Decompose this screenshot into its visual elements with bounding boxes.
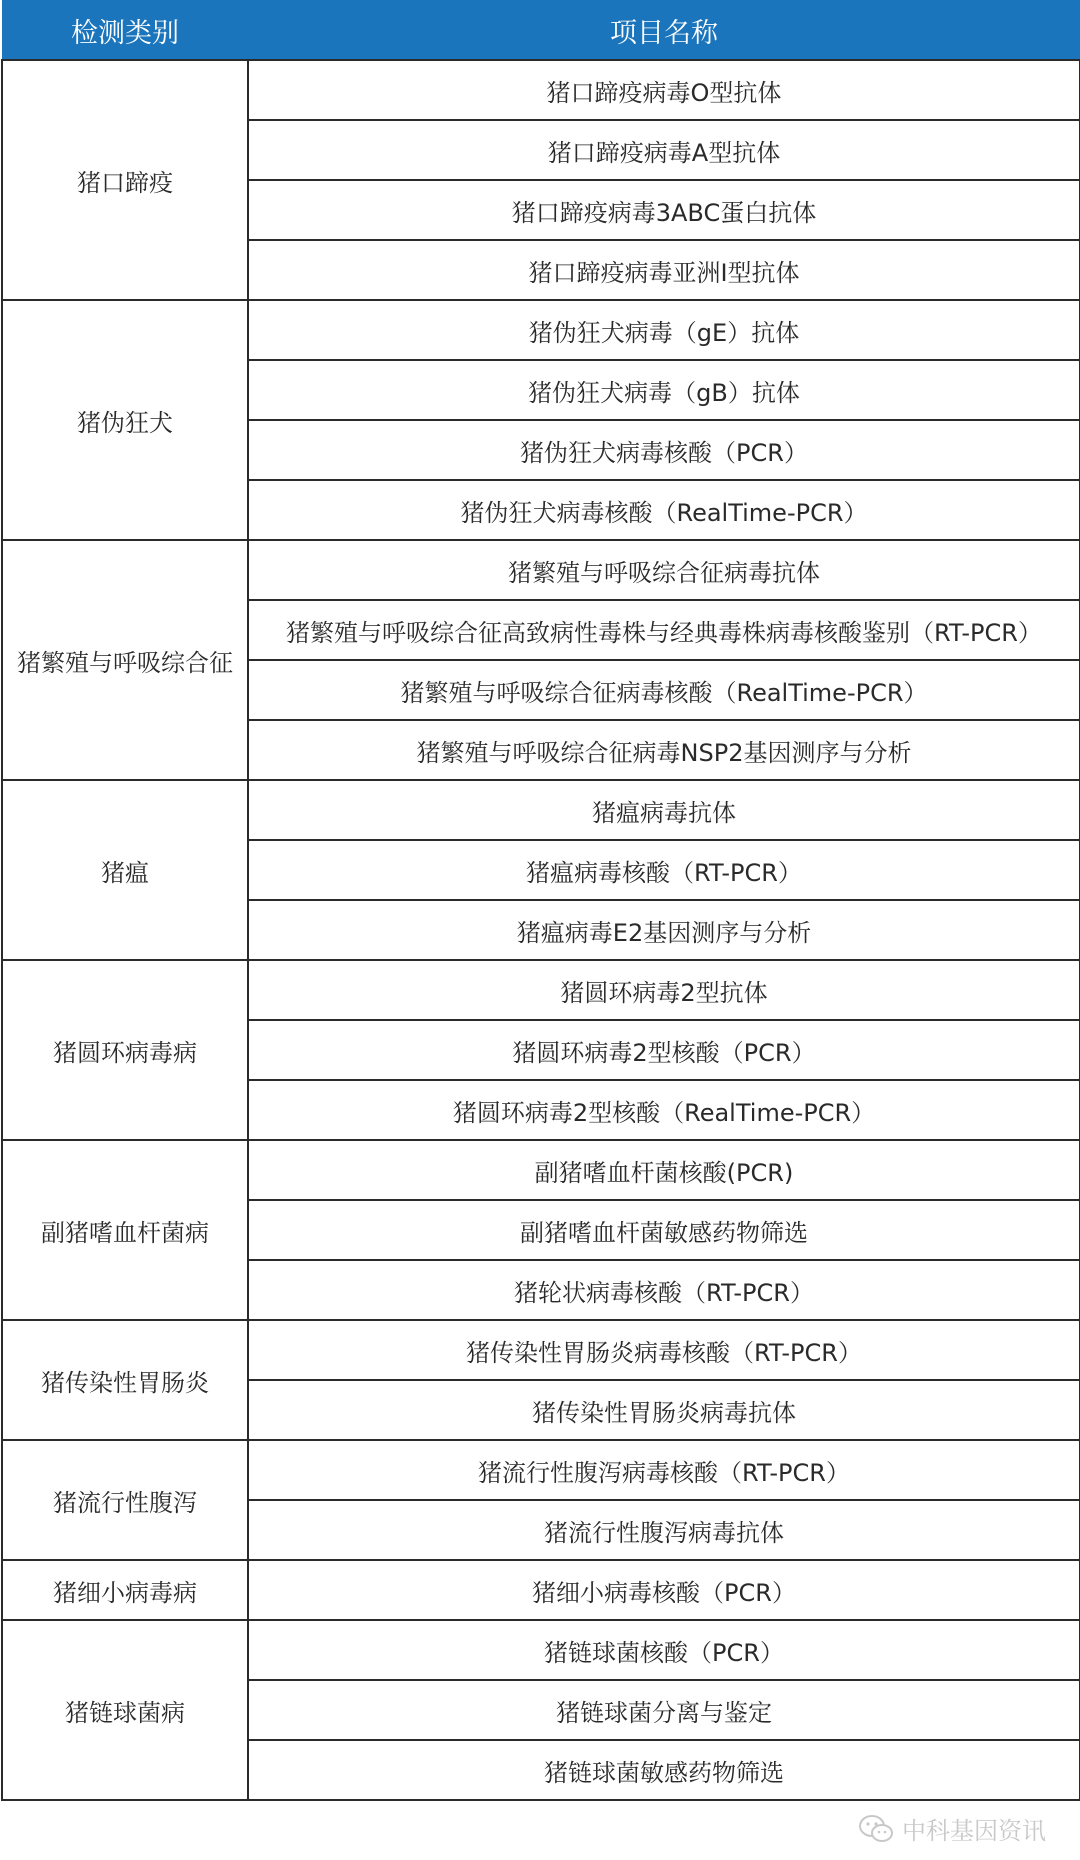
category-cell: 猪瘟 [2, 780, 248, 960]
category-cell: 猪口蹄疫 [2, 60, 248, 300]
item-name-cell: 猪圆环病毒2型抗体 [248, 960, 1080, 1020]
table-row [2, 1140, 1080, 1200]
table-row [2, 1320, 1080, 1380]
item-name-cell: 猪繁殖与呼吸综合征病毒抗体 [248, 540, 1080, 600]
item-name-cell: 猪轮状病毒核酸（RT-PCR） [248, 1260, 1080, 1320]
item-name-cell: 猪口蹄疫病毒3ABC蛋白抗体 [248, 180, 1080, 240]
wechat-icon [858, 1814, 894, 1844]
item-name-cell: 猪流行性腹泻病毒核酸（RT-PCR） [248, 1440, 1080, 1500]
table-row [2, 1440, 1080, 1500]
table-header [2, 1, 1080, 61]
table-row [2, 540, 1080, 600]
category-cell: 猪伪狂犬 [2, 300, 248, 540]
item-name-cell: 猪细小病毒核酸（PCR） [248, 1560, 1080, 1620]
category-cell: 猪圆环病毒病 [2, 960, 248, 1140]
item-name-cell: 猪瘟病毒抗体 [248, 780, 1080, 840]
category-cell: 副猪嗜血杆菌病 [2, 1140, 248, 1320]
category-cell: 猪传染性胃肠炎 [2, 1320, 248, 1440]
table-row [2, 300, 1080, 360]
item-name-cell: 猪瘟病毒核酸（RT-PCR） [248, 840, 1080, 900]
header-row [2, 1, 1080, 61]
item-name-cell: 猪瘟病毒E2基因测序与分析 [248, 900, 1080, 960]
item-name-cell: 猪伪狂犬病毒（gE）抗体 [248, 300, 1080, 360]
item-name-cell: 猪链球菌分离与鉴定 [248, 1680, 1080, 1740]
item-name-cell: 猪繁殖与呼吸综合征病毒核酸（RealTime-PCR） [248, 660, 1080, 720]
watermark-text: 中科基因资讯 [902, 1817, 1046, 1845]
item-name-cell: 猪口蹄疫病毒亚洲I型抗体 [248, 240, 1080, 300]
header-item-name: 项目名称 [248, 1, 1080, 61]
item-name-cell: 猪繁殖与呼吸综合征病毒NSP2基因测序与分析 [248, 720, 1080, 780]
item-name-cell: 猪传染性胃肠炎病毒抗体 [248, 1380, 1080, 1440]
item-name-cell: 猪流行性腹泻病毒抗体 [248, 1500, 1080, 1560]
item-name-cell: 猪口蹄疫病毒A型抗体 [248, 120, 1080, 180]
table-row [2, 1560, 1080, 1620]
item-name-cell: 猪圆环病毒2型核酸（RealTime-PCR） [248, 1080, 1080, 1140]
table-row [2, 960, 1080, 1020]
item-name-cell: 猪链球菌核酸（PCR） [248, 1620, 1080, 1680]
item-name-cell: 副猪嗜血杆菌敏感药物筛选 [248, 1200, 1080, 1260]
table-row [2, 780, 1080, 840]
header-category: 检测类别 [2, 1, 248, 61]
item-name-cell: 猪伪狂犬病毒核酸（RealTime-PCR） [248, 480, 1080, 540]
item-name-cell: 猪链球菌敏感药物筛选 [248, 1740, 1080, 1800]
item-name-cell: 猪口蹄疫病毒O型抗体 [248, 60, 1080, 120]
category-cell: 猪细小病毒病 [2, 1560, 248, 1620]
watermark [858, 1811, 1046, 1846]
table-body [2, 60, 1080, 1800]
item-name-cell: 猪圆环病毒2型核酸（PCR） [248, 1020, 1080, 1080]
item-name-cell: 猪伪狂犬病毒核酸（PCR） [248, 420, 1080, 480]
category-cell: 猪繁殖与呼吸综合征 [2, 540, 248, 780]
item-name-cell: 猪传染性胃肠炎病毒核酸（RT-PCR） [248, 1320, 1080, 1380]
table-row [2, 1620, 1080, 1680]
item-name-cell: 副猪嗜血杆菌核酸(PCR) [248, 1140, 1080, 1200]
test-item-table [1, 0, 1080, 1801]
table-row [2, 60, 1080, 120]
item-name-cell: 猪繁殖与呼吸综合征高致病性毒株与经典毒株病毒核酸鉴别（RT-PCR） [248, 600, 1080, 660]
category-cell: 猪链球菌病 [2, 1620, 248, 1800]
category-cell: 猪流行性腹泻 [2, 1440, 248, 1560]
item-name-cell: 猪伪狂犬病毒（gB）抗体 [248, 360, 1080, 420]
